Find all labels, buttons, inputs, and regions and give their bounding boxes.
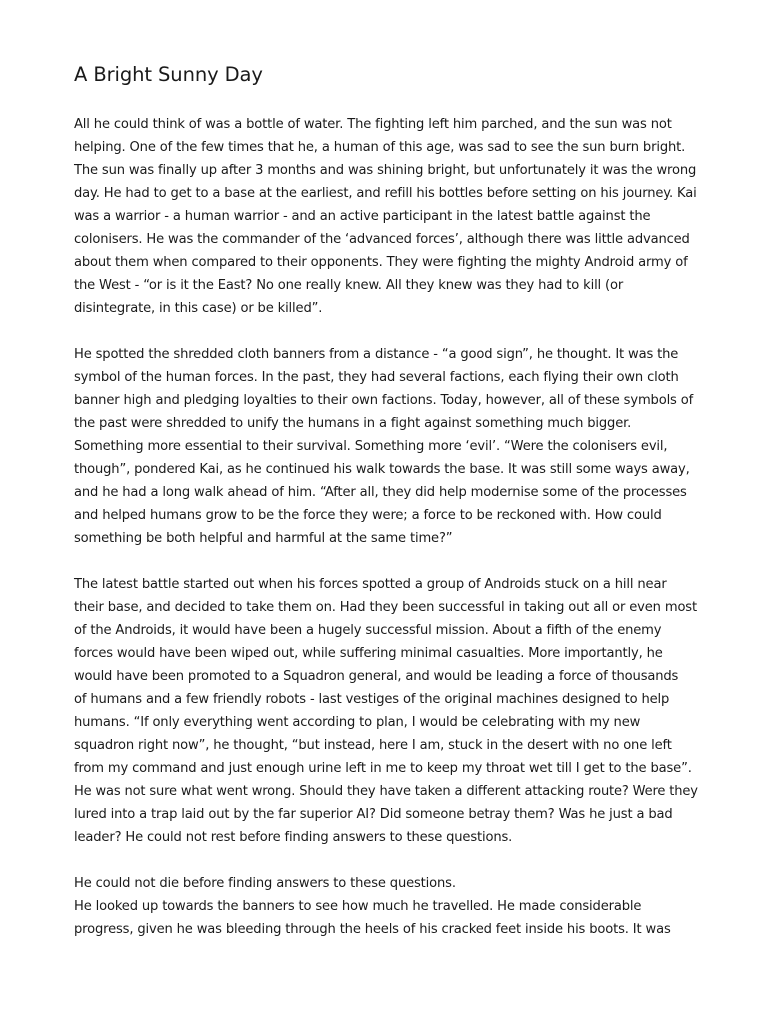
paragraph-1 xyxy=(74,113,698,320)
text-line: helping. One of the few times that he, a human of this age, was sad to see the sun burn bright. xyxy=(74,140,686,155)
text-line: about them when compared to their opponents. They were fighting the mighty Android army of xyxy=(74,255,688,270)
text-line: though”, pondered Kai, as he continued his walk towards the base. It was still some ways away, xyxy=(74,462,690,477)
text-line: their base, and decided to take them on. Had they been successful in taking out all or even most xyxy=(74,600,697,615)
text-line: the past were shredded to unify the humans in a fight against something much bigger. xyxy=(74,416,632,431)
paragraph-3 xyxy=(74,573,698,849)
document-title: A Bright Sunny Day xyxy=(74,63,263,86)
text-line: He spotted the shredded cloth banners from a distance - “a good sign”, he thought. It was the xyxy=(74,347,679,362)
text-line: was a warrior - a human warrior - and an active participant in the latest battle against the xyxy=(74,209,651,224)
document-page xyxy=(74,62,698,941)
text-line: Something more essential to their survival. Something more ‘evil’. “Were the colonisers evil, xyxy=(74,439,668,454)
text-line: colonisers. He was the commander of the ‘advanced forces’, although there was little advanced xyxy=(74,232,690,247)
text-line: The sun was finally up after 3 months and was shining bright, but unfortunately it was the wrong xyxy=(74,163,697,178)
text-line: forces would have been wiped out, while suffering minimal casualties. More importantly, he xyxy=(74,646,663,661)
text-line: would have been promoted to a Squadron general, and would be leading a force of thousands xyxy=(74,669,679,684)
text-line: day. He had to get to a base at the earliest, and refill his bottles before setting on his journey. Kai xyxy=(74,186,697,201)
text-line: He was not sure what went wrong. Should they have taken a different attacking route? Were they xyxy=(74,784,698,799)
text-line: symbol of the human forces. In the past, they had several factions, each flying their own cloth xyxy=(74,370,679,385)
text-line: of humans and a few friendly robots - last vestiges of the original machines designed to help xyxy=(74,692,670,707)
text-line: He could not die before finding answers to these questions. xyxy=(74,876,456,891)
document-body xyxy=(74,113,698,941)
paragraph-4 xyxy=(74,872,698,941)
text-line: disintegrate, in this case) or be killed”. xyxy=(74,301,323,316)
text-line: and he had a long walk ahead of him. “After all, they did help modernise some of the processes xyxy=(74,485,687,500)
text-line: lured into a trap laid out by the far superior AI? Did someone betray them? Was he just a bad xyxy=(74,807,673,822)
text-line: progress, given he was bleeding through the heels of his cracked feet inside his boots. It was xyxy=(74,922,671,937)
text-line: from my command and just enough urine left in me to keep my throat wet till I get to the base”. xyxy=(74,761,692,776)
text-line: the West - “or is it the East? No one really knew. All they knew was they had to kill (or xyxy=(74,278,624,293)
text-line: He looked up towards the banners to see how much he travelled. He made considerable xyxy=(74,899,642,914)
text-line: something be both helpful and harmful at the same time?” xyxy=(74,531,453,546)
text-line: and helped humans grow to be the force they were; a force to be reckoned with. How could xyxy=(74,508,662,523)
text-line: banner high and pledging loyalties to their own factions. Today, however, all of these symbols of xyxy=(74,393,694,408)
text-line: leader? He could not rest before finding answers to these questions. xyxy=(74,830,513,845)
text-line: of the Androids, it would have been a hugely successful mission. About a fifth of the enemy xyxy=(74,623,662,638)
text-line: squadron right now”, he thought, “but instead, here I am, stuck in the desert with no one left xyxy=(74,738,672,753)
text-line: The latest battle started out when his forces spotted a group of Androids stuck on a hill near xyxy=(74,577,667,592)
paragraph-2 xyxy=(74,343,698,550)
text-line: All he could think of was a bottle of water. The fighting left him parched, and the sun was not xyxy=(74,117,672,132)
text-line: humans. “If only everything went according to plan, I would be celebrating with my new xyxy=(74,715,641,730)
